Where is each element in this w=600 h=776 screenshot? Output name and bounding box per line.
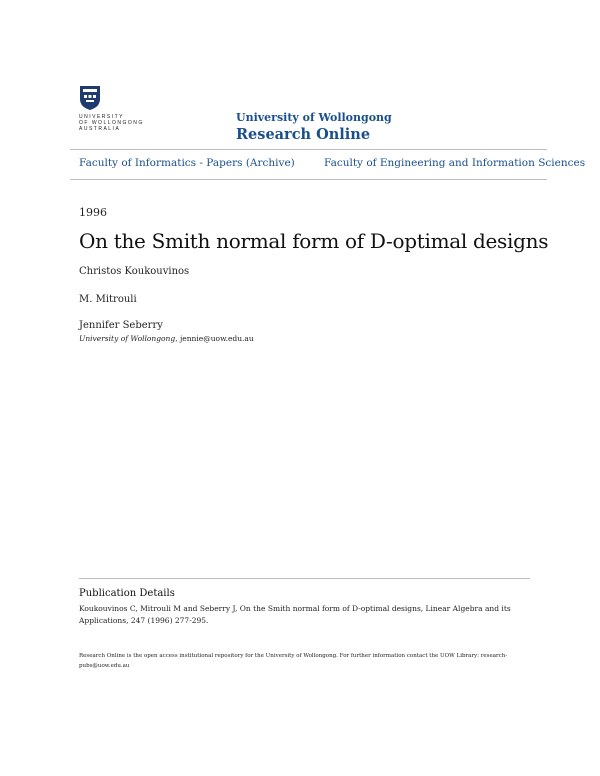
repository-name-link[interactable]: Research Online: [236, 126, 371, 143]
top-divider: [70, 149, 547, 150]
author-affiliation: [79, 334, 254, 343]
citation-text: Koukouvinos C, Mitrouli M and Seberry J, On the Smith normal form of D-optimal designs, Linear Algebra and its Applications, 247 (1996) 277-295.: [79, 604, 511, 625]
faculty-divider: [70, 179, 547, 180]
logo-wordmark: UNIVERSITY OF WOLLONGONG AUSTRALIA: [79, 114, 144, 132]
university-logo: [79, 85, 149, 132]
footer-notice: Research Online is the open access institutional repository for the University of Wollongong. For further information contact the UOW Library: research-pubs@uow.edu.au: [79, 653, 508, 669]
author-name: Christos Koukouvinos: [79, 266, 190, 277]
repository-university-link[interactable]: University of Wollongong: [236, 111, 392, 124]
publication-divider: [79, 578, 530, 579]
crest-icon: [79, 85, 101, 111]
publication-year: 1996: [79, 206, 107, 219]
author-name: Jennifer Seberry: [79, 320, 163, 331]
repository-header: [236, 111, 392, 143]
author-email: , jennie@uow.edu.au: [175, 334, 254, 343]
author-name: M. Mitrouli: [79, 294, 137, 305]
paper-title: On the Smith normal form of D-optimal designs: [79, 229, 549, 253]
faculty-link-engineering[interactable]: Faculty of Engineering and Information Sciences: [324, 157, 586, 169]
affiliation-name: University of Wollongong: [79, 334, 176, 343]
publication-details-heading: Publication Details: [79, 588, 175, 599]
faculty-link-informatics[interactable]: Faculty of Informatics - Papers (Archive): [79, 157, 295, 169]
